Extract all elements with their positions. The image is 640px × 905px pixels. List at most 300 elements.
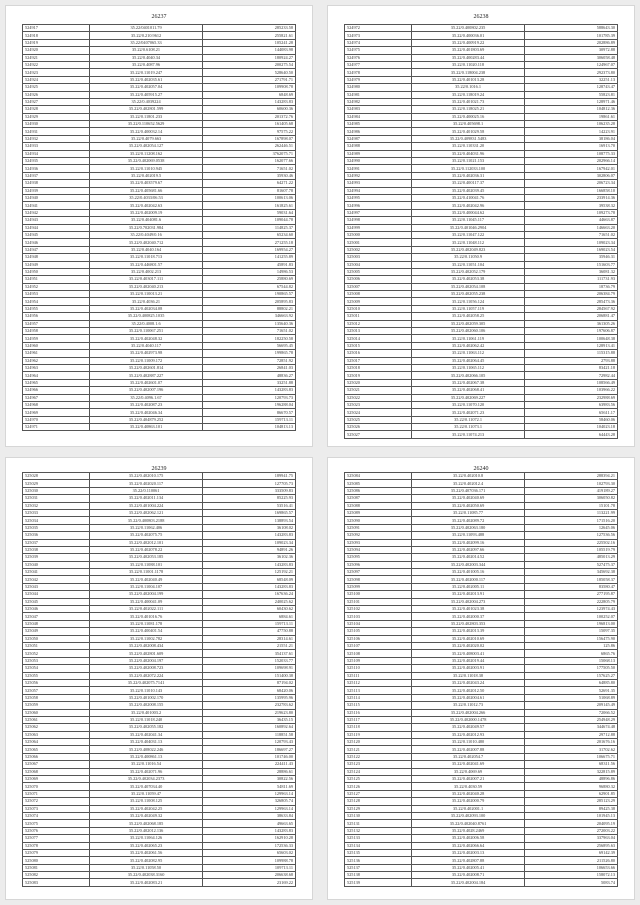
amount-cell: 21551.21 xyxy=(203,642,296,649)
amount-cell: 156475.90 xyxy=(525,635,618,642)
table-row xyxy=(345,209,618,216)
record-id-cell: 524955 xyxy=(23,305,90,312)
record-id-cell: 524958 xyxy=(23,328,90,335)
reference-cell: 35.22/0.402054.7 xyxy=(411,753,524,760)
reference-cell: 35.22/0.4040.117 xyxy=(89,342,202,349)
record-id-cell: 525040 xyxy=(23,561,90,568)
amount-cell: 419189.27 xyxy=(525,487,618,494)
table-row xyxy=(23,202,296,209)
table-row xyxy=(23,620,296,627)
sheet-26240 xyxy=(328,458,634,899)
reference-cell: 35.22/0.402055.182 xyxy=(89,724,202,731)
amount-cell: 292373.80 xyxy=(525,69,618,76)
amount-cell: 109023.34 xyxy=(525,239,618,246)
reference-cell: 35.22/0.401023.38 xyxy=(411,606,524,613)
record-id-cell: 525065 xyxy=(23,746,90,753)
table-row xyxy=(345,657,618,664)
record-id-cell: 525076 xyxy=(23,827,90,834)
record-id-cell: 524977 xyxy=(345,61,412,68)
record-id-cell: 525045 xyxy=(23,598,90,605)
table-row xyxy=(345,431,618,438)
reference-cell: 35.22/0.402010.69 xyxy=(411,635,524,642)
record-id-cell: 524999 xyxy=(345,224,412,231)
reference-cell: 35.22/0.402054.127 xyxy=(89,143,202,150)
record-id-cell: 525011 xyxy=(345,313,412,320)
record-id-cell: 525103 xyxy=(345,613,412,620)
record-id-cell: 525139 xyxy=(345,879,412,886)
record-id-cell: 525066 xyxy=(23,753,90,760)
reference-cell: 35.22/0.11057.119 xyxy=(411,305,524,312)
record-id-cell: 525059 xyxy=(23,702,90,709)
amount-cell: 6865.76 xyxy=(525,650,618,657)
reference-cell: 35.22/0.402048.32 xyxy=(89,335,202,342)
table-row xyxy=(345,739,618,746)
table-row xyxy=(345,424,618,431)
table-row xyxy=(345,561,618,568)
amount-cell: 111731.93 xyxy=(525,276,618,283)
amount-cell: 302806.07 xyxy=(525,172,618,179)
amount-cell: 186697.27 xyxy=(203,746,296,753)
table-row xyxy=(345,598,618,605)
record-id-cell: 525046 xyxy=(23,606,90,613)
amount-cell: 337963.04 xyxy=(525,835,618,842)
amount-cell: 185058.37 xyxy=(525,576,618,583)
record-id-cell: 525030 xyxy=(23,487,90,494)
table-row xyxy=(23,827,296,834)
amount-cell: 206881.47 xyxy=(525,313,618,320)
table-row xyxy=(345,350,618,357)
reference-cell: 35.22/0.402072.224 xyxy=(89,672,202,679)
table-row xyxy=(23,591,296,598)
amount-cell: 485013.29 xyxy=(525,554,618,561)
record-id-cell: 525115 xyxy=(345,702,412,709)
reference-cell: 35.22/0.402069.0538 xyxy=(89,158,202,165)
table-row xyxy=(345,554,618,561)
table-row xyxy=(23,113,296,120)
table-row xyxy=(23,679,296,686)
record-id-cell: 525036 xyxy=(23,532,90,539)
reference-cell: 35.22/0.11021.153 xyxy=(411,158,524,165)
amount-cell: 2793.88 xyxy=(525,357,618,364)
record-id-cell: 524922 xyxy=(23,61,90,68)
amount-cell: 51068.89 xyxy=(525,694,618,701)
amount-cell: 167942.01 xyxy=(525,165,618,172)
table-row xyxy=(345,864,618,871)
reference-cell: 35.22/0.402049.32 xyxy=(89,812,202,819)
table-row xyxy=(23,409,296,416)
reference-cell: 35.22/0.402019.44 xyxy=(411,657,524,664)
amount-cell: 96880.32 xyxy=(525,783,618,790)
table-row xyxy=(345,372,618,379)
reference-cell: 35.22/0.402034.2373 xyxy=(89,776,202,783)
record-id-cell: 525091 xyxy=(345,524,412,531)
record-id-cell: 525001 xyxy=(345,239,412,246)
reference-cell: 35.22/0.118004.238 xyxy=(411,69,524,76)
reference-cell: 35.22/0.400117.37 xyxy=(411,180,524,187)
reference-cell: 35.22/0.402010.175 xyxy=(89,473,202,480)
record-id-cell: 525029 xyxy=(23,480,90,487)
reference-cell: 35.22/0.402061.56 xyxy=(89,849,202,856)
amount-cell: 60600.36 xyxy=(203,106,296,113)
amount-cell: 64443.28 xyxy=(525,431,618,438)
record-id-cell: 524919 xyxy=(23,39,90,46)
amount-cell: 35946.31 xyxy=(525,254,618,261)
table-row xyxy=(23,546,296,553)
reference-cell: 35.22/0.4096.1.67 xyxy=(89,394,202,401)
record-id-cell: 525138 xyxy=(345,872,412,879)
table-row xyxy=(345,217,618,224)
record-id-cell: 525090 xyxy=(345,517,412,524)
reference-cell: 35.22/0.4049/0.16 xyxy=(89,231,202,238)
reference-cell: 35.22/0.402004.273 xyxy=(411,598,524,605)
amount-cell: 109988.78 xyxy=(203,857,296,864)
reference-cell: 35.22/0.402020.02 xyxy=(411,642,524,649)
record-id-cell: 524973 xyxy=(345,32,412,39)
table-row xyxy=(23,54,296,61)
amount-cell: 161405.68 xyxy=(203,121,296,128)
reference-cell: 35.22/0.4036.21 xyxy=(89,298,202,305)
table-row xyxy=(345,364,618,371)
amount-cell: 109713.11 xyxy=(203,864,296,871)
reference-cell: 35.22/0.402059.305 xyxy=(411,320,524,327)
amount-cell: 306058.48 xyxy=(525,54,618,61)
reference-cell: 35.22/0.402058.25 xyxy=(411,313,524,320)
table-row xyxy=(345,106,618,113)
table-row xyxy=(345,731,618,738)
table-row xyxy=(23,387,296,394)
amount-cell: 172536.33 xyxy=(203,842,296,849)
reference-cell: 35.22/0.40863.101 xyxy=(89,424,202,431)
amount-cell: 6884.61 xyxy=(203,613,296,620)
amount-cell: 35930.46 xyxy=(203,172,296,179)
record-id-cell: 525025 xyxy=(345,416,412,423)
reference-cell: 35.22/0.702031.984 xyxy=(89,224,202,231)
record-id-cell: 524998 xyxy=(345,217,412,224)
reference-cell: 35.22/0.402066.64 xyxy=(411,842,524,849)
record-id-cell: 525022 xyxy=(345,394,412,401)
table-row xyxy=(345,158,618,165)
reference-cell: 35.22/0.11062.406 xyxy=(89,524,202,531)
amount-cell: 196813.00 xyxy=(525,620,618,627)
amount-cell: 202966.14 xyxy=(525,158,618,165)
sheet-title: 26238 xyxy=(473,14,489,20)
table-row xyxy=(345,812,618,819)
table-row xyxy=(345,835,618,842)
amount-cell: 65603.02 xyxy=(203,849,296,856)
record-id-cell: 524993 xyxy=(345,180,412,187)
amount-cell: 167898.07 xyxy=(203,135,296,142)
amount-cell: 160892.64 xyxy=(203,724,296,731)
table-row xyxy=(23,724,296,731)
table-row xyxy=(345,128,618,135)
record-id-cell: 524928 xyxy=(23,106,90,113)
table-row xyxy=(23,25,296,32)
table-row xyxy=(23,84,296,91)
record-id-cell: 525123 xyxy=(345,761,412,768)
amount-cell: 104813.13 xyxy=(203,424,296,431)
reference-cell: 35.22/0.402000.1478 xyxy=(411,716,524,723)
amount-cell: 106235.28 xyxy=(525,121,618,128)
table-row xyxy=(345,387,618,394)
table-row xyxy=(345,495,618,502)
table-row xyxy=(23,731,296,738)
amount-cell: 527475.37 xyxy=(525,561,618,568)
amount-cell: 6848.69 xyxy=(203,91,296,98)
reference-cell: 35.22/0.402041.69 xyxy=(411,761,524,768)
table-row xyxy=(23,502,296,509)
reference-cell: 35.22/0.402004.199 xyxy=(89,591,202,598)
table-row xyxy=(345,113,618,120)
amount-cell: 146663.20 xyxy=(525,224,618,231)
amount-cell: 166858.10 xyxy=(525,187,618,194)
table-row xyxy=(23,276,296,283)
data-table xyxy=(22,24,296,431)
amount-cell: 104812.36 xyxy=(525,106,618,113)
table-row xyxy=(345,401,618,408)
amount-cell: 161825.61 xyxy=(203,202,296,209)
table-row xyxy=(23,864,296,871)
reference-cell: 35.22/0.402040.49 xyxy=(89,576,202,583)
table-row xyxy=(345,842,618,849)
table-row xyxy=(345,635,618,642)
reference-cell: 35.22/0.1016.1 xyxy=(411,84,524,91)
amount-cell: 26841.03 xyxy=(203,364,296,371)
amount-cell: 232783.62 xyxy=(203,702,296,709)
table-row xyxy=(23,473,296,480)
reference-cell: 35.22/0.402010.8 xyxy=(411,473,524,480)
amount-cell: 15068.13 xyxy=(525,657,618,664)
reference-cell: 35.22/0.402097.66 xyxy=(411,546,524,553)
table-row xyxy=(345,517,618,524)
amount-cell: 109044.78 xyxy=(203,217,296,224)
record-id-cell: 525120 xyxy=(345,739,412,746)
reference-cell: 35.22/0.405698.1 xyxy=(411,121,524,128)
amount-cell: 114825.37 xyxy=(203,224,296,231)
amount-cell: 101746.00 xyxy=(203,753,296,760)
amount-cell: 72066.52 xyxy=(525,709,618,716)
record-id-cell: 525070 xyxy=(23,783,90,790)
reference-cell: 35.22/0.11059.47 xyxy=(89,790,202,797)
amount-cell: 159713.11 xyxy=(203,620,296,627)
amount-cell: 89425.38 xyxy=(525,805,618,812)
reference-cell: 35.22/0.404031.13 xyxy=(89,739,202,746)
record-id-cell: 524980 xyxy=(345,84,412,91)
record-id-cell: 525080 xyxy=(23,857,90,864)
amount-cell: 144083.98 xyxy=(203,47,296,54)
reference-cell: 35.22/0.407034.40 xyxy=(89,783,202,790)
amount-cell: 67544.82 xyxy=(203,283,296,290)
record-id-cell: 524961 xyxy=(23,350,90,357)
record-id-cell: 524949 xyxy=(23,261,90,268)
reference-cell: 35.22/0.402078.22 xyxy=(89,546,202,553)
record-id-cell: 524991 xyxy=(345,165,412,172)
record-id-cell: 525071 xyxy=(23,790,90,797)
record-id-cell: 525009 xyxy=(345,298,412,305)
table-row xyxy=(345,872,618,879)
amount-cell: 180924.27 xyxy=(203,54,296,61)
record-id-cell: 525005 xyxy=(345,268,412,275)
reference-cell: 35.22/0.402601.814 xyxy=(89,364,202,371)
reference-cell: 35.22/0.11018.713 xyxy=(89,254,202,261)
amount-cell: 306050.82 xyxy=(525,495,618,502)
record-id-cell: 524995 xyxy=(345,194,412,201)
amount-cell: 125.86 xyxy=(525,642,618,649)
table-row xyxy=(23,194,296,201)
amount-cell: 528640.50 xyxy=(203,69,296,76)
record-id-cell: 525023 xyxy=(345,401,412,408)
reference-cell: 35.22/0.402046.34 xyxy=(89,409,202,416)
amount-cell: 222805.79 xyxy=(525,598,618,605)
record-id-cell: 524989 xyxy=(345,150,412,157)
record-id-cell: 524969 xyxy=(23,409,90,416)
record-id-cell: 524981 xyxy=(345,91,412,98)
record-id-cell: 524948 xyxy=(23,254,90,261)
amount-cell: 53516.41 xyxy=(203,502,296,509)
amount-cell: 123974.43 xyxy=(525,606,618,613)
table-row xyxy=(23,768,296,775)
reference-cell: 35.22/0.446801.57 xyxy=(89,261,202,268)
record-id-cell: 525060 xyxy=(23,709,90,716)
table-row xyxy=(345,857,618,864)
record-id-cell: 525118 xyxy=(345,724,412,731)
amount-cell: 225502.16 xyxy=(525,539,618,546)
table-row xyxy=(23,532,296,539)
reference-cell: 35.22/0.408022.246 xyxy=(89,746,202,753)
table-row xyxy=(23,91,296,98)
amount-cell: 94891.26 xyxy=(203,546,296,553)
table-row xyxy=(345,679,618,686)
table-row xyxy=(345,276,618,283)
table-row xyxy=(23,69,296,76)
table-row xyxy=(345,709,618,716)
table-row xyxy=(23,357,296,364)
amount-cell: 115315.88 xyxy=(525,350,618,357)
record-id-cell: 524946 xyxy=(23,239,90,246)
table-row xyxy=(345,39,618,46)
reference-cell: 35.22/0.11085.77 xyxy=(411,509,524,516)
amount-cell: 233914.36 xyxy=(525,194,618,201)
table-row xyxy=(345,379,618,386)
reference-cell: 35.22/0.402014.52 xyxy=(411,554,524,561)
record-id-cell: 525000 xyxy=(345,231,412,238)
record-id-cell: 525081 xyxy=(23,864,90,871)
record-id-cell: 525084 xyxy=(345,473,412,480)
table-row xyxy=(345,261,618,268)
reference-cell: 35.22/0.402003.91 xyxy=(411,665,524,672)
record-id-cell: 525095 xyxy=(345,554,412,561)
reference-cell: 35.22/0.402801.599 xyxy=(89,106,202,113)
reference-cell: 35.22/0.4040.164 xyxy=(89,246,202,253)
reference-cell: 35.22/0.402011.134 xyxy=(89,495,202,502)
record-id-cell: 525078 xyxy=(23,842,90,849)
reference-cell: 35.22/0.402043.24 xyxy=(411,679,524,686)
record-id-cell: 525018 xyxy=(345,364,412,371)
data-table xyxy=(344,472,618,887)
table-row xyxy=(23,209,296,216)
record-id-cell: 525104 xyxy=(345,620,412,627)
table-row xyxy=(23,106,296,113)
table-row xyxy=(345,150,618,157)
record-id-cell: 525097 xyxy=(345,569,412,576)
amount-cell: 16913.70 xyxy=(525,143,618,150)
record-id-cell: 524926 xyxy=(23,91,90,98)
amount-cell: 65234.60 xyxy=(203,231,296,238)
table-row xyxy=(345,84,618,91)
amount-cell: 285233.58 xyxy=(203,25,296,32)
table-row xyxy=(345,753,618,760)
amount-cell: 271791.71 xyxy=(203,76,296,83)
table-row xyxy=(23,335,296,342)
record-id-cell: 525113 xyxy=(345,687,412,694)
table-row xyxy=(345,827,618,834)
table-row xyxy=(23,224,296,231)
reference-cell: 35.22/0.402003.344 xyxy=(411,561,524,568)
reference-cell: 35.22/0.402006.58 xyxy=(411,835,524,842)
table-row xyxy=(345,805,618,812)
table-row xyxy=(345,790,618,797)
reference-cell: 35.22/0.110067.251 xyxy=(89,328,202,335)
record-id-cell: 524986 xyxy=(345,128,412,135)
record-id-cell: 525087 xyxy=(345,495,412,502)
record-id-cell: 525007 xyxy=(345,283,412,290)
amount-cell: 285473.36 xyxy=(525,298,618,305)
table-row xyxy=(23,569,296,576)
amount-cell: 322815.89 xyxy=(525,768,618,775)
record-id-cell: 525133 xyxy=(345,835,412,842)
amount-cell: 169954.27 xyxy=(203,246,296,253)
reference-cell: 35.22/0.402040.69 xyxy=(411,495,524,502)
amount-cell: 105519.79 xyxy=(525,546,618,553)
reference-cell: 35.22/0.400036.01 xyxy=(411,32,524,39)
table-row xyxy=(345,606,618,613)
record-id-cell: 525069 xyxy=(23,776,90,783)
amount-cell: 81607.78 xyxy=(203,187,296,194)
amount-cell: 143283.83 xyxy=(203,387,296,394)
table-row xyxy=(23,394,296,401)
record-id-cell: 525024 xyxy=(345,409,412,416)
reference-cell: 35.22/0.401016.76 xyxy=(89,613,202,620)
table-row xyxy=(345,650,618,657)
reference-cell: 35.22/0.11008.125 xyxy=(89,798,202,805)
reference-cell: 35.22/0.11070.120 xyxy=(411,401,524,408)
table-row xyxy=(23,812,296,819)
table-row xyxy=(345,54,618,61)
reference-cell: 35.22/0.402057.04 xyxy=(89,84,202,91)
amount-cell: 19861.61 xyxy=(525,113,618,120)
table-row xyxy=(345,313,618,320)
record-id-cell: 524937 xyxy=(23,172,90,179)
amount-cell: 28314.61 xyxy=(203,635,296,642)
record-id-cell: 525089 xyxy=(345,509,412,516)
table-row xyxy=(23,606,296,613)
reference-cell: 35.22/0.11058.50 xyxy=(89,864,202,871)
table-row xyxy=(345,254,618,261)
record-id-cell: 525062 xyxy=(23,724,90,731)
table-row xyxy=(345,583,618,590)
amount-cell: 109023.34 xyxy=(203,539,296,546)
record-id-cell: 525126 xyxy=(345,783,412,790)
reference-cell: 35.22/0.402807.88 xyxy=(411,857,524,864)
reference-cell: 35.22/0.402008.71 xyxy=(411,872,524,879)
record-id-cell: 525014 xyxy=(345,335,412,342)
reference-cell: 35.22/0.402601.07 xyxy=(89,379,202,386)
reference-cell: 35.22/0.401005.16 xyxy=(411,569,524,576)
reference-cell: 35.22/0.11051.104 xyxy=(411,261,524,268)
reference-cell: 35.22/0.4087.96 xyxy=(89,61,202,68)
amount-cell: 56695.45 xyxy=(203,342,296,349)
amount-cell: 128913.41 xyxy=(525,342,618,349)
table-row xyxy=(23,61,296,68)
